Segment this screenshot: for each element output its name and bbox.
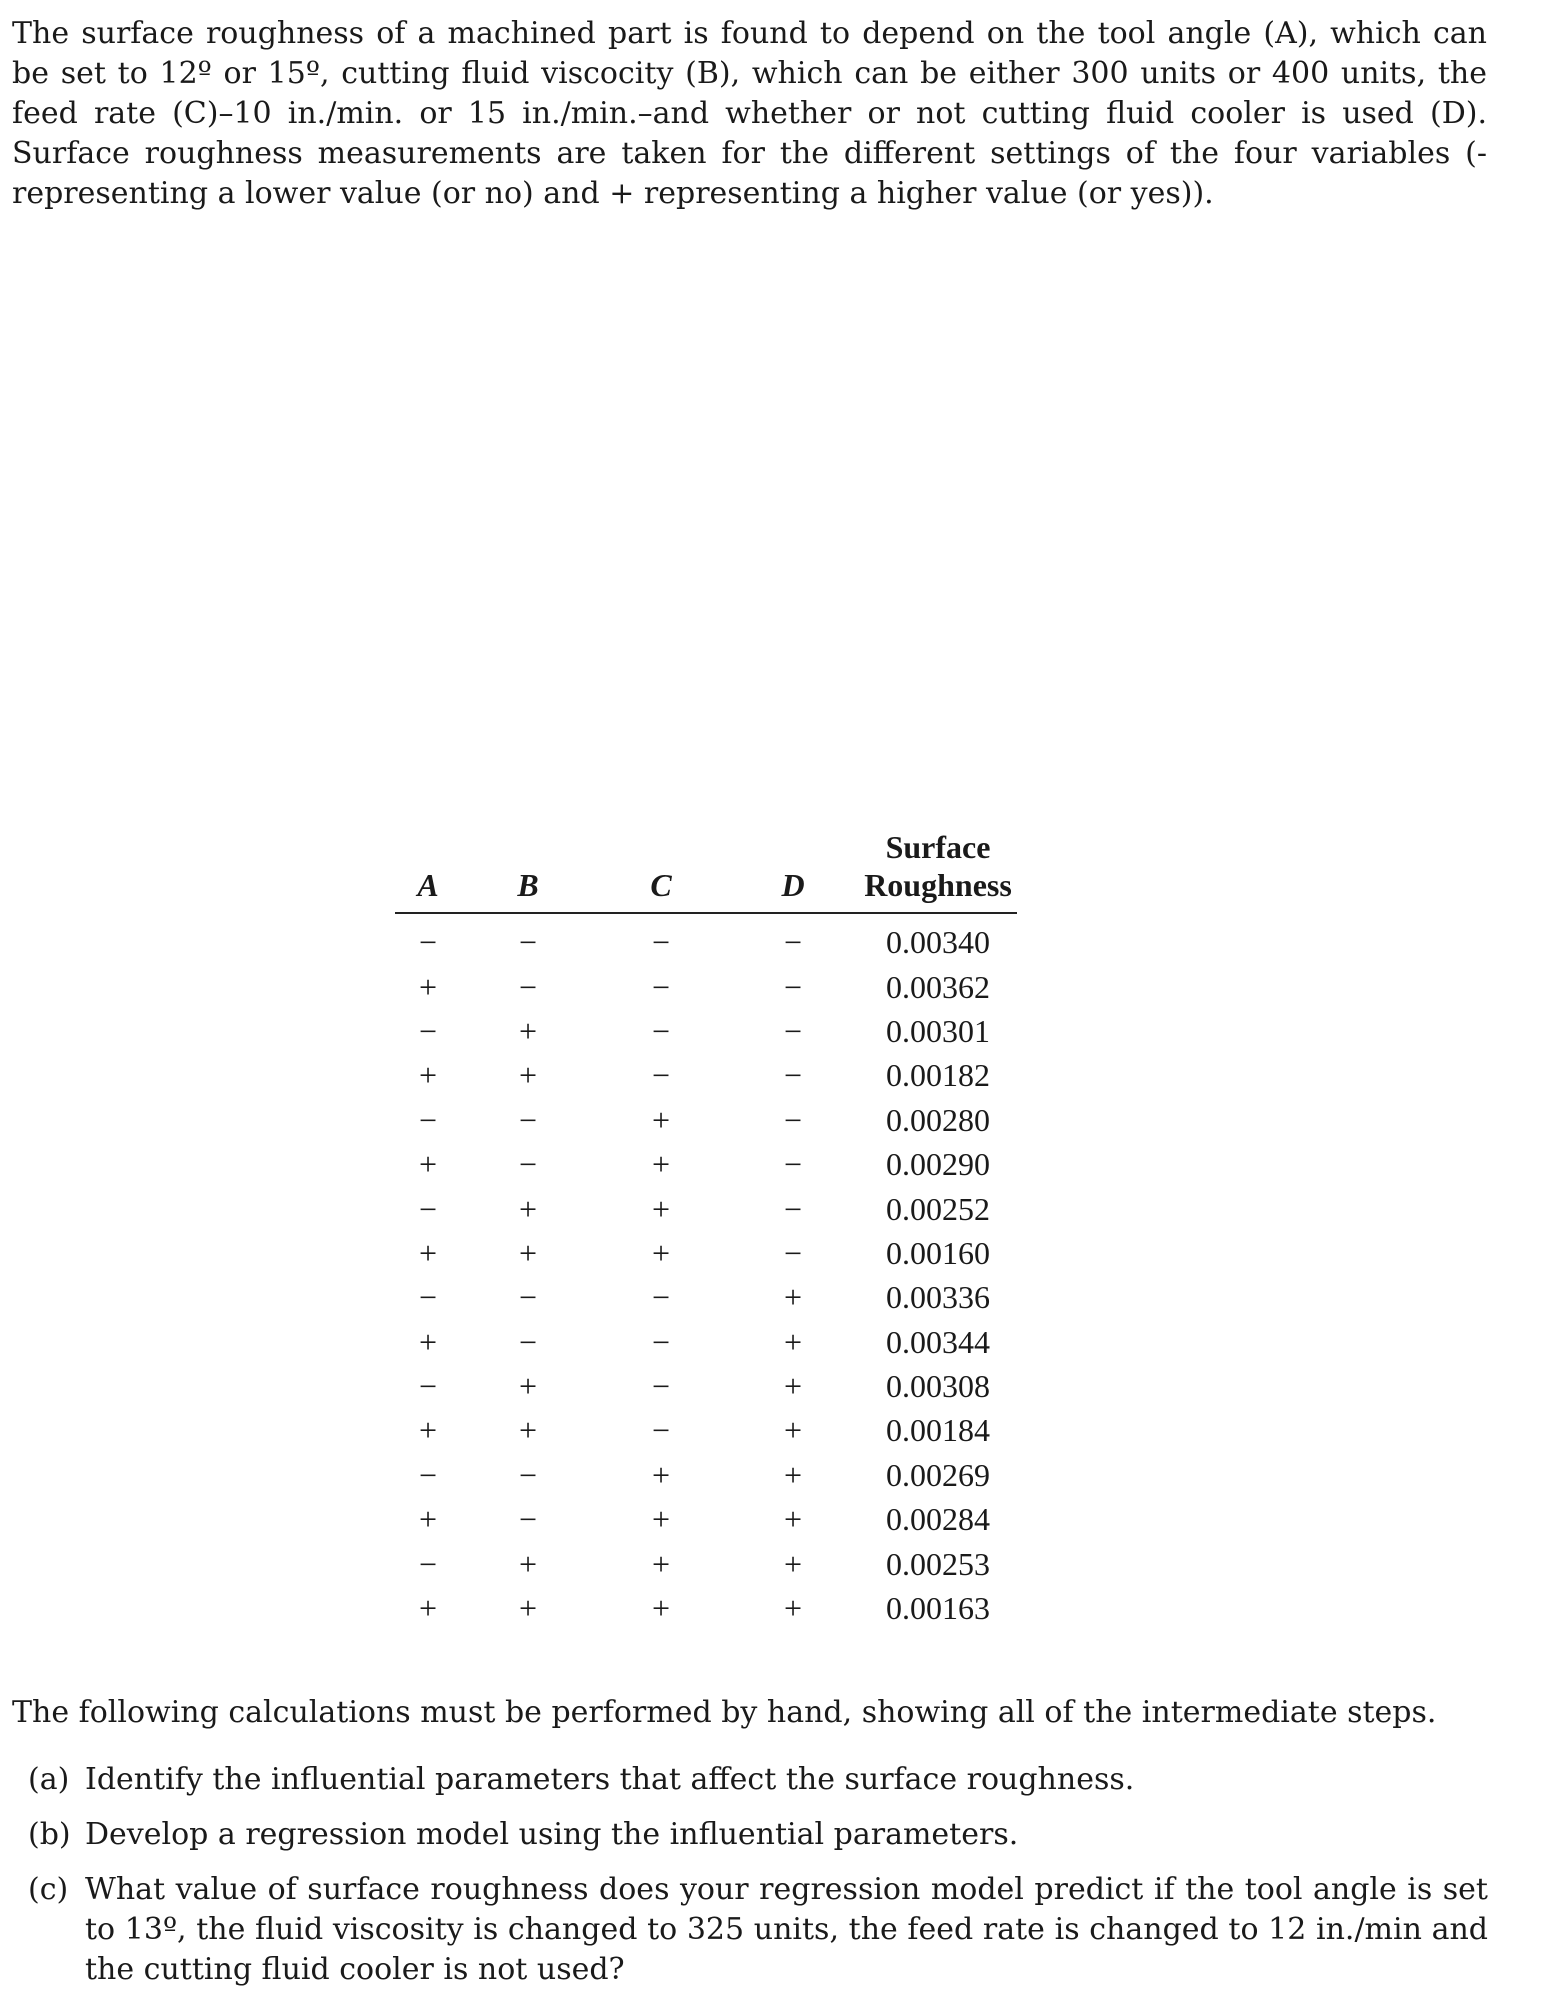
level-d: + <box>783 1456 803 1493</box>
level-d: − <box>783 1234 803 1271</box>
table-row <box>395 1053 1017 1097</box>
level-a: + <box>418 1412 438 1449</box>
header-surface-roughness <box>859 828 1017 913</box>
roughness-table <box>395 828 1017 1630</box>
part-label: (a) <box>28 1762 70 1797</box>
level-a: − <box>418 924 438 961</box>
level-d: + <box>783 1412 803 1449</box>
level-b: + <box>518 1545 538 1582</box>
part-label: (c) <box>28 1872 69 1907</box>
level-d: + <box>783 1590 803 1627</box>
level-d: + <box>783 1279 803 1316</box>
instructions: The following calculations must be performed by hand, showing all of the intermediate steps. <box>12 1695 1437 1730</box>
level-c: − <box>651 1368 671 1405</box>
level-c: + <box>651 1501 671 1538</box>
table-row <box>395 1453 1017 1497</box>
level-d: − <box>783 924 803 961</box>
level-d: − <box>783 1101 803 1138</box>
question-parts <box>28 1760 1488 2005</box>
roughness-value: 0.00252 <box>886 1190 990 1227</box>
roughness-value: 0.00184 <box>886 1412 990 1449</box>
roughness-value: 0.00163 <box>886 1590 990 1627</box>
level-a: − <box>418 1279 438 1316</box>
level-c: + <box>651 1456 671 1493</box>
header-c: C <box>595 828 727 913</box>
table-row <box>395 1142 1017 1186</box>
table-row <box>395 1497 1017 1541</box>
level-b: − <box>518 1323 538 1360</box>
level-a: + <box>418 968 438 1005</box>
level-c: − <box>651 1412 671 1449</box>
level-c: − <box>651 1057 671 1094</box>
level-b: − <box>518 1279 538 1316</box>
level-a: − <box>418 1190 438 1227</box>
level-c: − <box>651 1323 671 1360</box>
header-d: D <box>727 828 859 913</box>
table-row <box>395 1009 1017 1053</box>
level-c: + <box>651 1545 671 1582</box>
table-row <box>395 1275 1017 1319</box>
part-text: Develop a regression model using the influential parameters. <box>85 1817 1019 1852</box>
table-row <box>395 1364 1017 1408</box>
part-label: (b) <box>28 1817 71 1852</box>
roughness-value: 0.00301 <box>886 1012 990 1049</box>
question-part-a <box>28 1760 1488 1800</box>
level-c: + <box>651 1101 671 1138</box>
level-b: − <box>518 1146 538 1183</box>
header-b: B <box>461 828 595 913</box>
header-roughness-line: Roughness <box>864 867 1012 903</box>
level-b: + <box>518 1234 538 1271</box>
level-a: + <box>418 1146 438 1183</box>
part-text: Identify the influential parameters that affect the surface roughness. <box>85 1762 1135 1797</box>
roughness-value: 0.00340 <box>886 924 990 961</box>
roughness-value: 0.00284 <box>886 1501 990 1538</box>
roughness-value: 0.00336 <box>886 1279 990 1316</box>
level-b: + <box>518 1368 538 1405</box>
table-row <box>395 1186 1017 1230</box>
question-part-c <box>28 1870 1488 1990</box>
table-row <box>395 1408 1017 1452</box>
level-d: + <box>783 1501 803 1538</box>
table-row <box>395 1320 1017 1364</box>
level-a: − <box>418 1456 438 1493</box>
level-b: − <box>518 924 538 961</box>
level-a: + <box>418 1234 438 1271</box>
level-b: − <box>518 968 538 1005</box>
header-a: A <box>395 828 461 913</box>
level-b: − <box>518 1456 538 1493</box>
level-d: + <box>783 1545 803 1582</box>
level-d: − <box>783 968 803 1005</box>
level-d: + <box>783 1368 803 1405</box>
table-row <box>395 1098 1017 1142</box>
table-body <box>395 913 1017 1630</box>
level-c: − <box>651 968 671 1005</box>
roughness-value: 0.00253 <box>886 1545 990 1582</box>
level-a: − <box>418 1545 438 1582</box>
level-a: + <box>418 1590 438 1627</box>
level-b: + <box>518 1590 538 1627</box>
level-a: − <box>418 1012 438 1049</box>
roughness-value: 0.00280 <box>886 1101 990 1138</box>
level-c: + <box>651 1234 671 1271</box>
level-a: + <box>418 1057 438 1094</box>
question-part-b <box>28 1815 1488 1855</box>
roughness-value: 0.00182 <box>886 1057 990 1094</box>
level-c: − <box>651 1279 671 1316</box>
roughness-value: 0.00269 <box>886 1456 990 1493</box>
roughness-value: 0.00290 <box>886 1146 990 1183</box>
roughness-value: 0.00308 <box>886 1368 990 1405</box>
level-b: + <box>518 1012 538 1049</box>
level-d: − <box>783 1146 803 1183</box>
table-row <box>395 1231 1017 1275</box>
level-b: − <box>518 1501 538 1538</box>
level-b: + <box>518 1190 538 1227</box>
table-header-row <box>395 828 1017 913</box>
level-d: − <box>783 1190 803 1227</box>
level-a: + <box>418 1323 438 1360</box>
level-c: − <box>651 1012 671 1049</box>
roughness-table-container <box>395 828 1017 1630</box>
level-a: − <box>418 1101 438 1138</box>
level-d: − <box>783 1012 803 1049</box>
level-c: + <box>651 1146 671 1183</box>
part-text: What value of surface roughness does your regression model predict if the tool angle is set to 13º, the fluid viscosity is changed to 325 units, the feed rate is changed to 12 in./min and the cutting fluid cooler is not used? <box>85 1872 1488 1987</box>
header-surface-line: Surface <box>885 829 991 865</box>
table-row <box>395 964 1017 1008</box>
level-b: + <box>518 1412 538 1449</box>
table-row <box>395 1586 1017 1630</box>
level-b: + <box>518 1057 538 1094</box>
problem-statement: The surface roughness of a machined part is found to depend on the tool angle (A), which can be set to 12º or 15º, cutting fluid viscocity (B), which can be either 300 units or 400 units, the feed rate (C)–10 in./min. or 15 in./min.–and whether or not cutting fluid cooler is used (D). Surface roughness measurements are taken for the different settings of the four variables (- representing a lower value (or no) and + representing a higher value (or yes)). <box>12 16 1487 211</box>
roughness-value: 0.00344 <box>886 1323 990 1360</box>
level-c: − <box>651 924 671 961</box>
level-d: − <box>783 1057 803 1094</box>
level-b: − <box>518 1101 538 1138</box>
level-a: + <box>418 1501 438 1538</box>
table-row <box>395 1541 1017 1585</box>
level-d: + <box>783 1323 803 1360</box>
level-a: − <box>418 1368 438 1405</box>
level-c: + <box>651 1590 671 1627</box>
roughness-value: 0.00362 <box>886 968 990 1005</box>
table-row <box>395 913 1017 964</box>
level-c: + <box>651 1190 671 1227</box>
roughness-value: 0.00160 <box>886 1234 990 1271</box>
